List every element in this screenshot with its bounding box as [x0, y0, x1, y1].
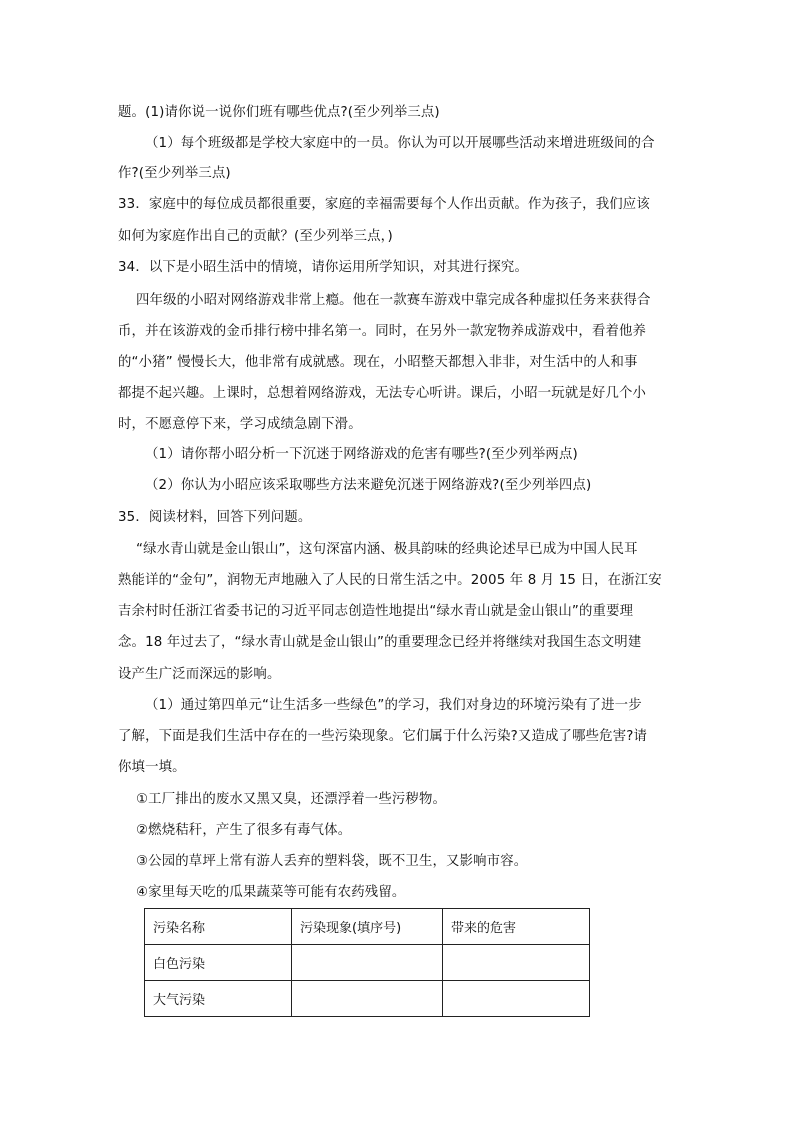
text-line: 时，不愿意停下来，学习成绩急剧下滑。 — [118, 417, 362, 432]
table-cell — [443, 945, 590, 981]
text-line: （1）请你帮小昭分析一下沉迷于网络游戏的危害有哪些?(至少列举两点) — [145, 447, 578, 462]
table-header-row — [145, 909, 590, 945]
text-line: 吉余村时任浙江省委书记的习近平同志创造性地提出“绿水青山就是金山银山”的重要理 — [118, 604, 634, 619]
table-cell: 白色污染 — [145, 945, 292, 981]
pollution-table — [144, 908, 590, 1017]
text-line: 的“小猪” 慢慢长大，他非常有成就感。现在，小昭整天都想入非非，对生活中的人和事 — [118, 355, 638, 370]
question-33: 33．家庭中的每位成员都很重要，家庭的幸福需要每个人作出贡献。作为孩子，我们应该 — [118, 197, 650, 212]
list-item: ④家里每天吃的瓜果蔬菜等可能有农药残留。 — [136, 885, 406, 900]
list-item: ②燃烧秸秆，产生了很多有毒气体。 — [136, 823, 352, 838]
table-cell — [292, 981, 443, 1017]
text-line: 题。(1)请你说一说你们班有哪些优点?(至少列举三点) — [118, 105, 440, 120]
text-line: （1）每个班级都是学校大家庭中的一员。你认为可以开展哪些活动来增进班级间的合 — [145, 136, 655, 151]
table-cell: 大气污染 — [145, 981, 292, 1017]
text-line: 都提不起兴趣。上课时，总想着网络游戏，无法专心听讲。课后，小昭一玩就是好几个小 — [118, 386, 647, 401]
table-cell — [292, 945, 443, 981]
text-line: 你填一填。 — [118, 760, 186, 775]
text-line: 如何为家庭作出自己的贡献？(至少列举三点，) — [118, 229, 393, 244]
text-line: 念。18 年过去了，“绿水青山就是金山银山”的重要理念已经并将继续对我国生态文明建 — [118, 635, 642, 650]
text-line: “绿水青山就是金山银山”，这句深富内涵、极具韵味的经典论述早已成为中国人民耳 — [136, 542, 638, 557]
table-header-cell: 带来的危害 — [443, 909, 590, 945]
table-row — [145, 981, 590, 1017]
text-line: 熟能详的“金句”，润物无声地融入了人民的日常生活之中。2005 年 8 月 15 日，在浙江安 — [118, 573, 662, 588]
text-line: （2）你认为小昭应该采取哪些方法来避免沉迷于网络游戏?(至少列举四点) — [145, 478, 592, 493]
text-line: 四年级的小昭对网络游戏非常上瘾。他在一款赛车游戏中靠完成各种虚拟任务来获得合 — [136, 293, 651, 308]
question-35: 35．阅读材料，回答下列问题。 — [118, 510, 312, 525]
table-cell — [443, 981, 590, 1017]
text-line: 设产生广泛而深远的影响。 — [118, 667, 281, 682]
list-item: ③公园的草坪上常有游人丢弃的塑料袋，既不卫生，又影响市容。 — [136, 854, 528, 869]
text-line: 作?(至少列举三点) — [118, 166, 231, 181]
table-header-cell: 污染现象(填序号) — [292, 909, 443, 945]
text-line: （1）通过第四单元“让生活多一些绿色”的学习，我们对身边的环境污染有了进一步 — [145, 698, 642, 713]
table-row — [145, 945, 590, 981]
list-item: ①工厂排出的废水又黑又臭，还漂浮着一些污秽物。 — [136, 792, 447, 807]
text-line: 了解，下面是我们生活中存在的一些污染现象。它们属于什么污染?又造成了哪些危害?请 — [118, 729, 648, 744]
text-line: 币，并在该游戏的金币排行榜中排名第一。同时，在另外一款宠物养成游戏中，看着他养 — [118, 324, 647, 339]
question-34: 34．以下是小昭生活中的情境，请你运用所学知识，对其进行探究。 — [118, 260, 529, 275]
table-header-cell: 污染名称 — [145, 909, 292, 945]
